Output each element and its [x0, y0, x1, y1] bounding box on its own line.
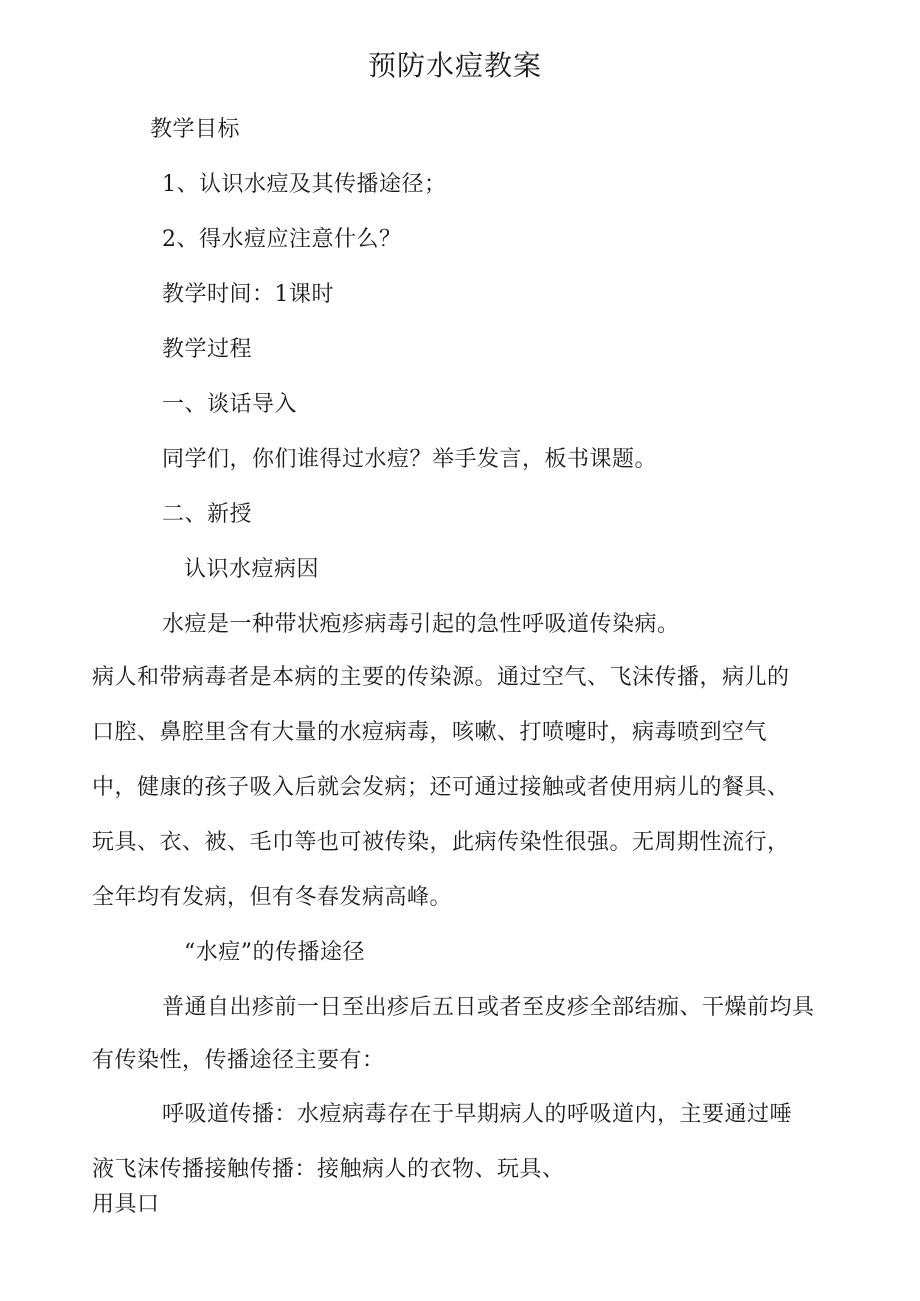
cause-paragraph-line: 病人和带病毒者是本病的主要的传染源。通过空气、飞沫传播，病儿的 [92, 665, 790, 690]
objective-item-1: 1、认识水痘及其传播途径； [162, 172, 447, 197]
respiratory-paragraph-line: 用具口 [92, 1192, 160, 1217]
respiratory-paragraph-line: 液飞沫传播接触传播：接触病人的衣物、玩具、 [92, 1157, 565, 1182]
cause-heading: 认识水痘病因 [184, 557, 320, 582]
objectives-heading: 教学目标 [150, 117, 241, 142]
transmission-paragraph-line: 普通自出疹前一日至出疹后五日或者至皮疹全部结痂、干燥前均具 [162, 995, 815, 1020]
cause-paragraph-line: 中，健康的孩子吸入后就会发病；还可通过接触或者使用病儿的餐具、 [92, 775, 790, 800]
section-1-text: 同学们，你们谁得过水痘？举手发言，板书课题。 [162, 447, 658, 472]
transmission-paragraph-line: 有传染性，传播途径主要有： [92, 1048, 385, 1073]
document-title: 预防水痘教案 [368, 49, 543, 82]
respiratory-paragraph-line: 呼吸道传播：水痘病毒存在于早期病人的呼吸道内，主要通过唾 [162, 1102, 793, 1127]
cause-paragraph-line: 口腔、鼻腔里含有大量的水痘病毒，咳嗽、打喷嚏时，病毒喷到空气 [92, 720, 768, 745]
section-2-heading: 二、新授 [162, 502, 253, 527]
cause-paragraph-line: 全年均有发病，但有冬春发病高峰。 [92, 885, 453, 910]
process-heading: 教学过程 [162, 337, 253, 362]
transmission-heading: “水痘”的传播途径 [184, 940, 365, 965]
teaching-time: 教学时间：1课时 [162, 282, 334, 307]
cause-paragraph-line: 水痘是一种带状疱疹病毒引起的急性呼吸道传染病。 [162, 612, 680, 637]
objective-item-2: 2、得水痘应注意什么？ [162, 227, 402, 252]
cause-paragraph-line: 玩具、衣、被、毛巾等也可被传染，此病传染性很强。无周期性流行， [92, 830, 790, 855]
section-1-heading: 一、谈话导入 [162, 392, 298, 417]
